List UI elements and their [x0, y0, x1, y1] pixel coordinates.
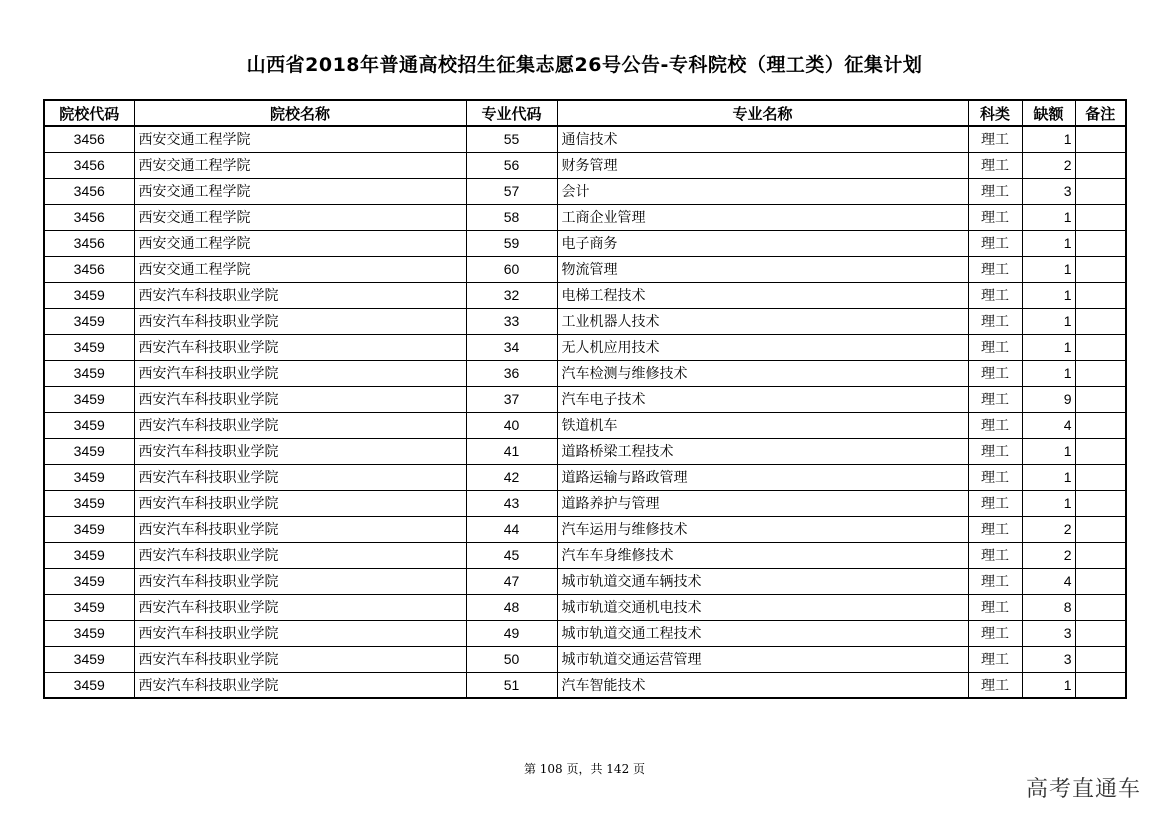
cell-remark — [1075, 152, 1126, 178]
cell-category: 理工 — [968, 646, 1022, 672]
cell-school-name: 西安汽车科技职业学院 — [134, 464, 466, 490]
cell-remark — [1075, 620, 1126, 646]
cell-school-code: 3459 — [44, 334, 134, 360]
cell-school-name: 西安汽车科技职业学院 — [134, 386, 466, 412]
table-row — [44, 438, 1126, 464]
cell-major-code: 36 — [466, 360, 557, 386]
cell-major-name: 工业机器人技术 — [557, 308, 968, 334]
cell-category: 理工 — [968, 308, 1022, 334]
table-row — [44, 204, 1126, 230]
table-row — [44, 542, 1126, 568]
cell-remark — [1075, 230, 1126, 256]
cell-vacancy: 1 — [1022, 438, 1075, 464]
cell-school-name: 西安汽车科技职业学院 — [134, 646, 466, 672]
table-row — [44, 308, 1126, 334]
header-school-name: 院校名称 — [134, 100, 466, 126]
cell-remark — [1075, 542, 1126, 568]
cell-major-code: 51 — [466, 672, 557, 698]
cell-category: 理工 — [968, 620, 1022, 646]
cell-school-code: 3459 — [44, 282, 134, 308]
cell-school-name: 西安汽车科技职业学院 — [134, 360, 466, 386]
cell-major-name: 通信技术 — [557, 126, 968, 152]
cell-category: 理工 — [968, 672, 1022, 698]
cell-school-name: 西安汽车科技职业学院 — [134, 568, 466, 594]
cell-school-code: 3459 — [44, 568, 134, 594]
cell-major-code: 50 — [466, 646, 557, 672]
cell-major-code: 57 — [466, 178, 557, 204]
cell-category: 理工 — [968, 230, 1022, 256]
table-row — [44, 178, 1126, 204]
cell-vacancy: 1 — [1022, 282, 1075, 308]
cell-category: 理工 — [968, 412, 1022, 438]
cell-major-name: 物流管理 — [557, 256, 968, 282]
table-row — [44, 230, 1126, 256]
cell-category: 理工 — [968, 126, 1022, 152]
watermark: 高考直通车 — [1025, 777, 1141, 802]
cell-category: 理工 — [968, 204, 1022, 230]
cell-vacancy: 1 — [1022, 334, 1075, 360]
enrollment-plan-table — [43, 99, 1127, 699]
cell-school-code: 3456 — [44, 152, 134, 178]
cell-category: 理工 — [968, 490, 1022, 516]
table-row — [44, 282, 1126, 308]
cell-vacancy: 3 — [1022, 646, 1075, 672]
cell-vacancy: 2 — [1022, 516, 1075, 542]
cell-major-name: 会计 — [557, 178, 968, 204]
cell-major-code: 41 — [466, 438, 557, 464]
cell-school-code: 3459 — [44, 308, 134, 334]
cell-school-name: 西安汽车科技职业学院 — [134, 516, 466, 542]
cell-vacancy: 2 — [1022, 152, 1075, 178]
table-row — [44, 646, 1126, 672]
cell-vacancy: 3 — [1022, 620, 1075, 646]
table-header-row — [44, 100, 1126, 126]
cell-remark — [1075, 594, 1126, 620]
cell-vacancy: 3 — [1022, 178, 1075, 204]
cell-major-name: 城市轨道交通运营管理 — [557, 646, 968, 672]
cell-major-name: 汽车智能技术 — [557, 672, 968, 698]
table-row — [44, 672, 1126, 698]
cell-category: 理工 — [968, 360, 1022, 386]
cell-major-code: 34 — [466, 334, 557, 360]
table-row — [44, 620, 1126, 646]
cell-vacancy: 1 — [1022, 230, 1075, 256]
cell-category: 理工 — [968, 256, 1022, 282]
cell-vacancy: 4 — [1022, 568, 1075, 594]
cell-school-name: 西安汽车科技职业学院 — [134, 282, 466, 308]
cell-school-code: 3459 — [44, 542, 134, 568]
cell-remark — [1075, 568, 1126, 594]
header-school-code: 院校代码 — [44, 100, 134, 126]
cell-school-code: 3456 — [44, 256, 134, 282]
cell-vacancy: 2 — [1022, 542, 1075, 568]
cell-category: 理工 — [968, 178, 1022, 204]
cell-school-name: 西安汽车科技职业学院 — [134, 334, 466, 360]
header-vacancy: 缺额 — [1022, 100, 1075, 126]
cell-school-code: 3456 — [44, 178, 134, 204]
cell-major-code: 37 — [466, 386, 557, 412]
cell-vacancy: 1 — [1022, 464, 1075, 490]
table-row — [44, 594, 1126, 620]
table-row — [44, 386, 1126, 412]
cell-major-code: 43 — [466, 490, 557, 516]
cell-school-code: 3459 — [44, 412, 134, 438]
cell-category: 理工 — [968, 386, 1022, 412]
cell-remark — [1075, 490, 1126, 516]
cell-major-code: 49 — [466, 620, 557, 646]
cell-school-code: 3459 — [44, 672, 134, 698]
cell-school-name: 西安交通工程学院 — [134, 256, 466, 282]
cell-major-name: 城市轨道交通工程技术 — [557, 620, 968, 646]
cell-school-code: 3459 — [44, 620, 134, 646]
cell-school-code: 3459 — [44, 464, 134, 490]
cell-major-code: 42 — [466, 464, 557, 490]
cell-school-code: 3459 — [44, 360, 134, 386]
cell-school-name: 西安汽车科技职业学院 — [134, 438, 466, 464]
cell-remark — [1075, 516, 1126, 542]
cell-remark — [1075, 282, 1126, 308]
cell-major-code: 33 — [466, 308, 557, 334]
table-row — [44, 126, 1126, 152]
cell-major-name: 城市轨道交通机电技术 — [557, 594, 968, 620]
cell-major-name: 道路运输与路政管理 — [557, 464, 968, 490]
cell-remark — [1075, 672, 1126, 698]
table-row — [44, 152, 1126, 178]
cell-vacancy: 9 — [1022, 386, 1075, 412]
cell-school-name: 西安汽车科技职业学院 — [134, 672, 466, 698]
cell-major-name: 道路养护与管理 — [557, 490, 968, 516]
table-row — [44, 516, 1126, 542]
cell-major-code: 58 — [466, 204, 557, 230]
cell-remark — [1075, 204, 1126, 230]
cell-remark — [1075, 386, 1126, 412]
header-category: 科类 — [968, 100, 1022, 126]
header-major-name: 专业名称 — [557, 100, 968, 126]
cell-school-name: 西安交通工程学院 — [134, 204, 466, 230]
cell-major-code: 44 — [466, 516, 557, 542]
table-row — [44, 334, 1126, 360]
cell-remark — [1075, 308, 1126, 334]
table-row — [44, 490, 1126, 516]
cell-remark — [1075, 438, 1126, 464]
document-title: 山西省2018年普通高校招生征集志愿26号公告-专科院校（理工类）征集计划 — [246, 54, 923, 76]
cell-major-code: 48 — [466, 594, 557, 620]
cell-remark — [1075, 256, 1126, 282]
cell-school-name: 西安交通工程学院 — [134, 126, 466, 152]
cell-school-name: 西安交通工程学院 — [134, 178, 466, 204]
cell-category: 理工 — [968, 438, 1022, 464]
cell-major-code: 40 — [466, 412, 557, 438]
cell-remark — [1075, 464, 1126, 490]
table-row — [44, 412, 1126, 438]
cell-vacancy: 1 — [1022, 126, 1075, 152]
cell-school-name: 西安汽车科技职业学院 — [134, 490, 466, 516]
cell-school-code: 3459 — [44, 490, 134, 516]
cell-category: 理工 — [968, 542, 1022, 568]
cell-category: 理工 — [968, 334, 1022, 360]
cell-remark — [1075, 412, 1126, 438]
cell-school-name: 西安汽车科技职业学院 — [134, 620, 466, 646]
cell-school-code: 3459 — [44, 386, 134, 412]
cell-major-code: 32 — [466, 282, 557, 308]
cell-major-name: 城市轨道交通车辆技术 — [557, 568, 968, 594]
cell-school-name: 西安汽车科技职业学院 — [134, 594, 466, 620]
page-footer: 第 108 页，共 142 页 — [523, 762, 646, 776]
cell-major-code: 56 — [466, 152, 557, 178]
cell-category: 理工 — [968, 282, 1022, 308]
cell-school-name: 西安汽车科技职业学院 — [134, 308, 466, 334]
cell-school-code: 3456 — [44, 230, 134, 256]
cell-major-code: 55 — [466, 126, 557, 152]
cell-school-name: 西安汽车科技职业学院 — [134, 542, 466, 568]
cell-major-code: 59 — [466, 230, 557, 256]
cell-vacancy: 1 — [1022, 308, 1075, 334]
cell-vacancy: 1 — [1022, 672, 1075, 698]
cell-remark — [1075, 126, 1126, 152]
cell-school-name: 西安汽车科技职业学院 — [134, 412, 466, 438]
cell-school-code: 3456 — [44, 126, 134, 152]
cell-school-code: 3456 — [44, 204, 134, 230]
cell-major-code: 45 — [466, 542, 557, 568]
cell-major-name: 无人机应用技术 — [557, 334, 968, 360]
table-row — [44, 568, 1126, 594]
cell-major-name: 汽车检测与维修技术 — [557, 360, 968, 386]
table-row — [44, 464, 1126, 490]
cell-major-code: 47 — [466, 568, 557, 594]
cell-school-code: 3459 — [44, 646, 134, 672]
table-row — [44, 256, 1126, 282]
cell-school-name: 西安交通工程学院 — [134, 152, 466, 178]
header-major-code: 专业代码 — [466, 100, 557, 126]
cell-remark — [1075, 646, 1126, 672]
cell-remark — [1075, 360, 1126, 386]
cell-vacancy: 1 — [1022, 204, 1075, 230]
cell-major-name: 汽车车身维修技术 — [557, 542, 968, 568]
cell-school-code: 3459 — [44, 594, 134, 620]
cell-vacancy: 1 — [1022, 256, 1075, 282]
cell-major-name: 电梯工程技术 — [557, 282, 968, 308]
cell-remark — [1075, 334, 1126, 360]
cell-major-name: 汽车电子技术 — [557, 386, 968, 412]
cell-school-code: 3459 — [44, 438, 134, 464]
cell-category: 理工 — [968, 152, 1022, 178]
cell-vacancy: 1 — [1022, 360, 1075, 386]
cell-major-code: 60 — [466, 256, 557, 282]
cell-category: 理工 — [968, 594, 1022, 620]
cell-category: 理工 — [968, 516, 1022, 542]
cell-remark — [1075, 178, 1126, 204]
table-row — [44, 360, 1126, 386]
cell-major-name: 铁道机车 — [557, 412, 968, 438]
cell-category: 理工 — [968, 568, 1022, 594]
cell-school-name: 西安交通工程学院 — [134, 230, 466, 256]
cell-vacancy: 1 — [1022, 490, 1075, 516]
cell-vacancy: 8 — [1022, 594, 1075, 620]
cell-major-name: 道路桥梁工程技术 — [557, 438, 968, 464]
cell-school-code: 3459 — [44, 516, 134, 542]
cell-category: 理工 — [968, 464, 1022, 490]
header-remark: 备注 — [1075, 100, 1126, 126]
cell-major-name: 工商企业管理 — [557, 204, 968, 230]
cell-vacancy: 4 — [1022, 412, 1075, 438]
cell-major-name: 财务管理 — [557, 152, 968, 178]
cell-major-name: 汽车运用与维修技术 — [557, 516, 968, 542]
cell-major-name: 电子商务 — [557, 230, 968, 256]
